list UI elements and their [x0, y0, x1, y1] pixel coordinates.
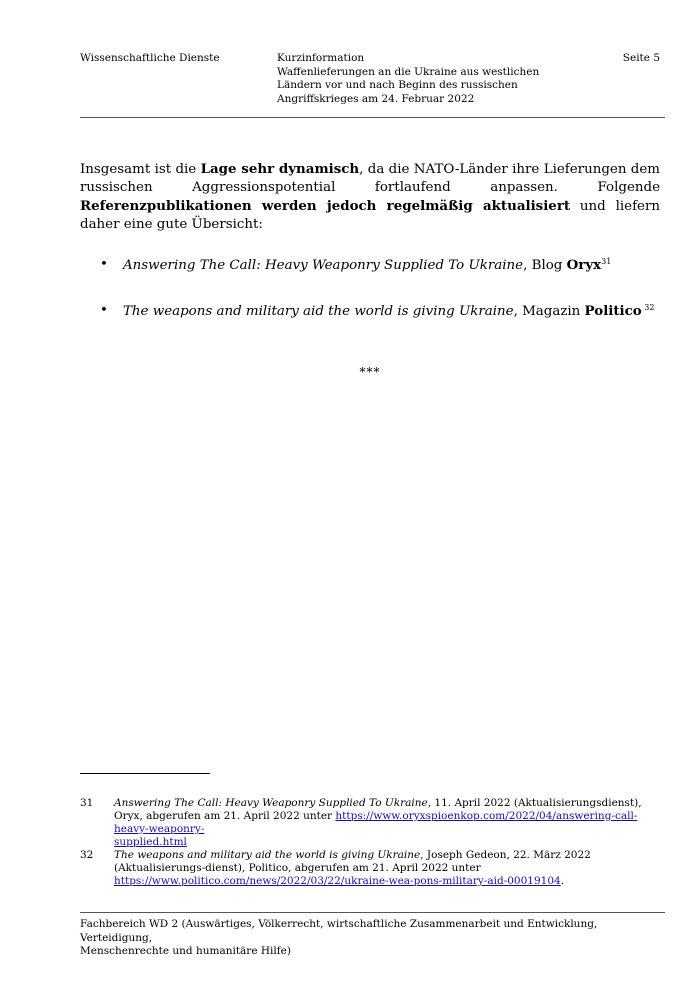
footnote-text: [114, 849, 654, 888]
footnote-link[interactable]: https://www.oryxspioenkop.com/2022/04/answering-call-heavy-weaponry- supplied.html: [114, 810, 638, 848]
header-doc-type: Kurzinformation: [277, 52, 365, 64]
section-separator: ***: [359, 365, 381, 379]
paragraph-emphasis: Referenzpublikationen werden jedoch regelmäßig aktualisiert: [80, 198, 571, 214]
footnote-link[interactable]: https://www.politico.com/news/2022/03/22/ukraine-wea-pons-military-aid-00019104: [114, 875, 561, 887]
footnote-reference[interactable]: 31: [601, 257, 612, 266]
paragraph-emphasis: Lage sehr dynamisch: [200, 161, 360, 177]
footer-line-2: Menschenrechte und humanitäre Hilfe): [80, 945, 291, 957]
footnote-reference[interactable]: 32: [641, 303, 655, 312]
header-subject-line-3: Angriffskrieges am 24. Februar 2022: [277, 92, 475, 105]
paragraph-text: Insgesamt ist die: [80, 162, 201, 177]
header-divider: [80, 117, 665, 118]
footnote-number: 31: [80, 797, 94, 809]
publication-type: , Magazin: [513, 304, 585, 319]
footnote-title: The weapons and military aid the world is giving Ukraine: [114, 849, 421, 861]
footnote-divider: [80, 773, 210, 774]
bullet-icon: •: [100, 303, 108, 318]
page-number: Seite 5: [622, 52, 660, 64]
footnote-text: [114, 797, 654, 849]
footer-line-1: Fachbereich WD 2 (Auswärtiges, Völkerrecht, wirtschaftliche Zusammenarbeit und Entwicklung, Verteidigung,: [80, 918, 598, 944]
publication-type: , Blog: [523, 258, 567, 273]
bullet-icon: •: [100, 257, 108, 272]
footer-divider: [80, 912, 665, 913]
paragraph-text: und liefern daher eine gute Übersicht:: [80, 199, 660, 232]
publication-source: Oryx: [566, 257, 602, 273]
body-paragraph: [80, 160, 660, 234]
footnote-number: 32: [80, 849, 94, 861]
header-subject-line-1: Waffenlieferungen an die Ukraine aus westlichen: [277, 65, 540, 78]
list-item: [123, 302, 663, 321]
footnote-title: Answering The Call: Heavy Weaponry Supplied To Ukraine: [114, 797, 428, 809]
list-item: [123, 256, 663, 275]
footer: [80, 918, 665, 959]
publication-title: The weapons and military aid the world is giving Ukraine: [123, 304, 514, 319]
footnote-body: , Joseph Gedeon, 22. März 2022 (Aktualisierungs-dienst), Politico, abgerufen am 21. April 2022 unter: [114, 849, 591, 874]
publication-title: Answering The Call: Heavy Weaponry Supplied To Ukraine: [123, 258, 524, 273]
publication-source: Politico: [584, 303, 642, 319]
paragraph-text: , da die NATO-Länder ihre Lieferungen dem russischen Aggressionspotential fortlaufend anpassen. Folgende: [80, 162, 660, 195]
footnote-end: .: [560, 875, 565, 887]
header-title-block: [277, 52, 577, 106]
header-department: Wissenschaftliche Dienste: [80, 52, 220, 64]
header-subject-line-2: Ländern vor und nach Beginn des russischen: [277, 79, 518, 91]
footnote-body: , 11. April 2022 (Aktualisierungsdienst), Oryx, abgerufen am 21. April 2022 unter: [114, 797, 642, 822]
